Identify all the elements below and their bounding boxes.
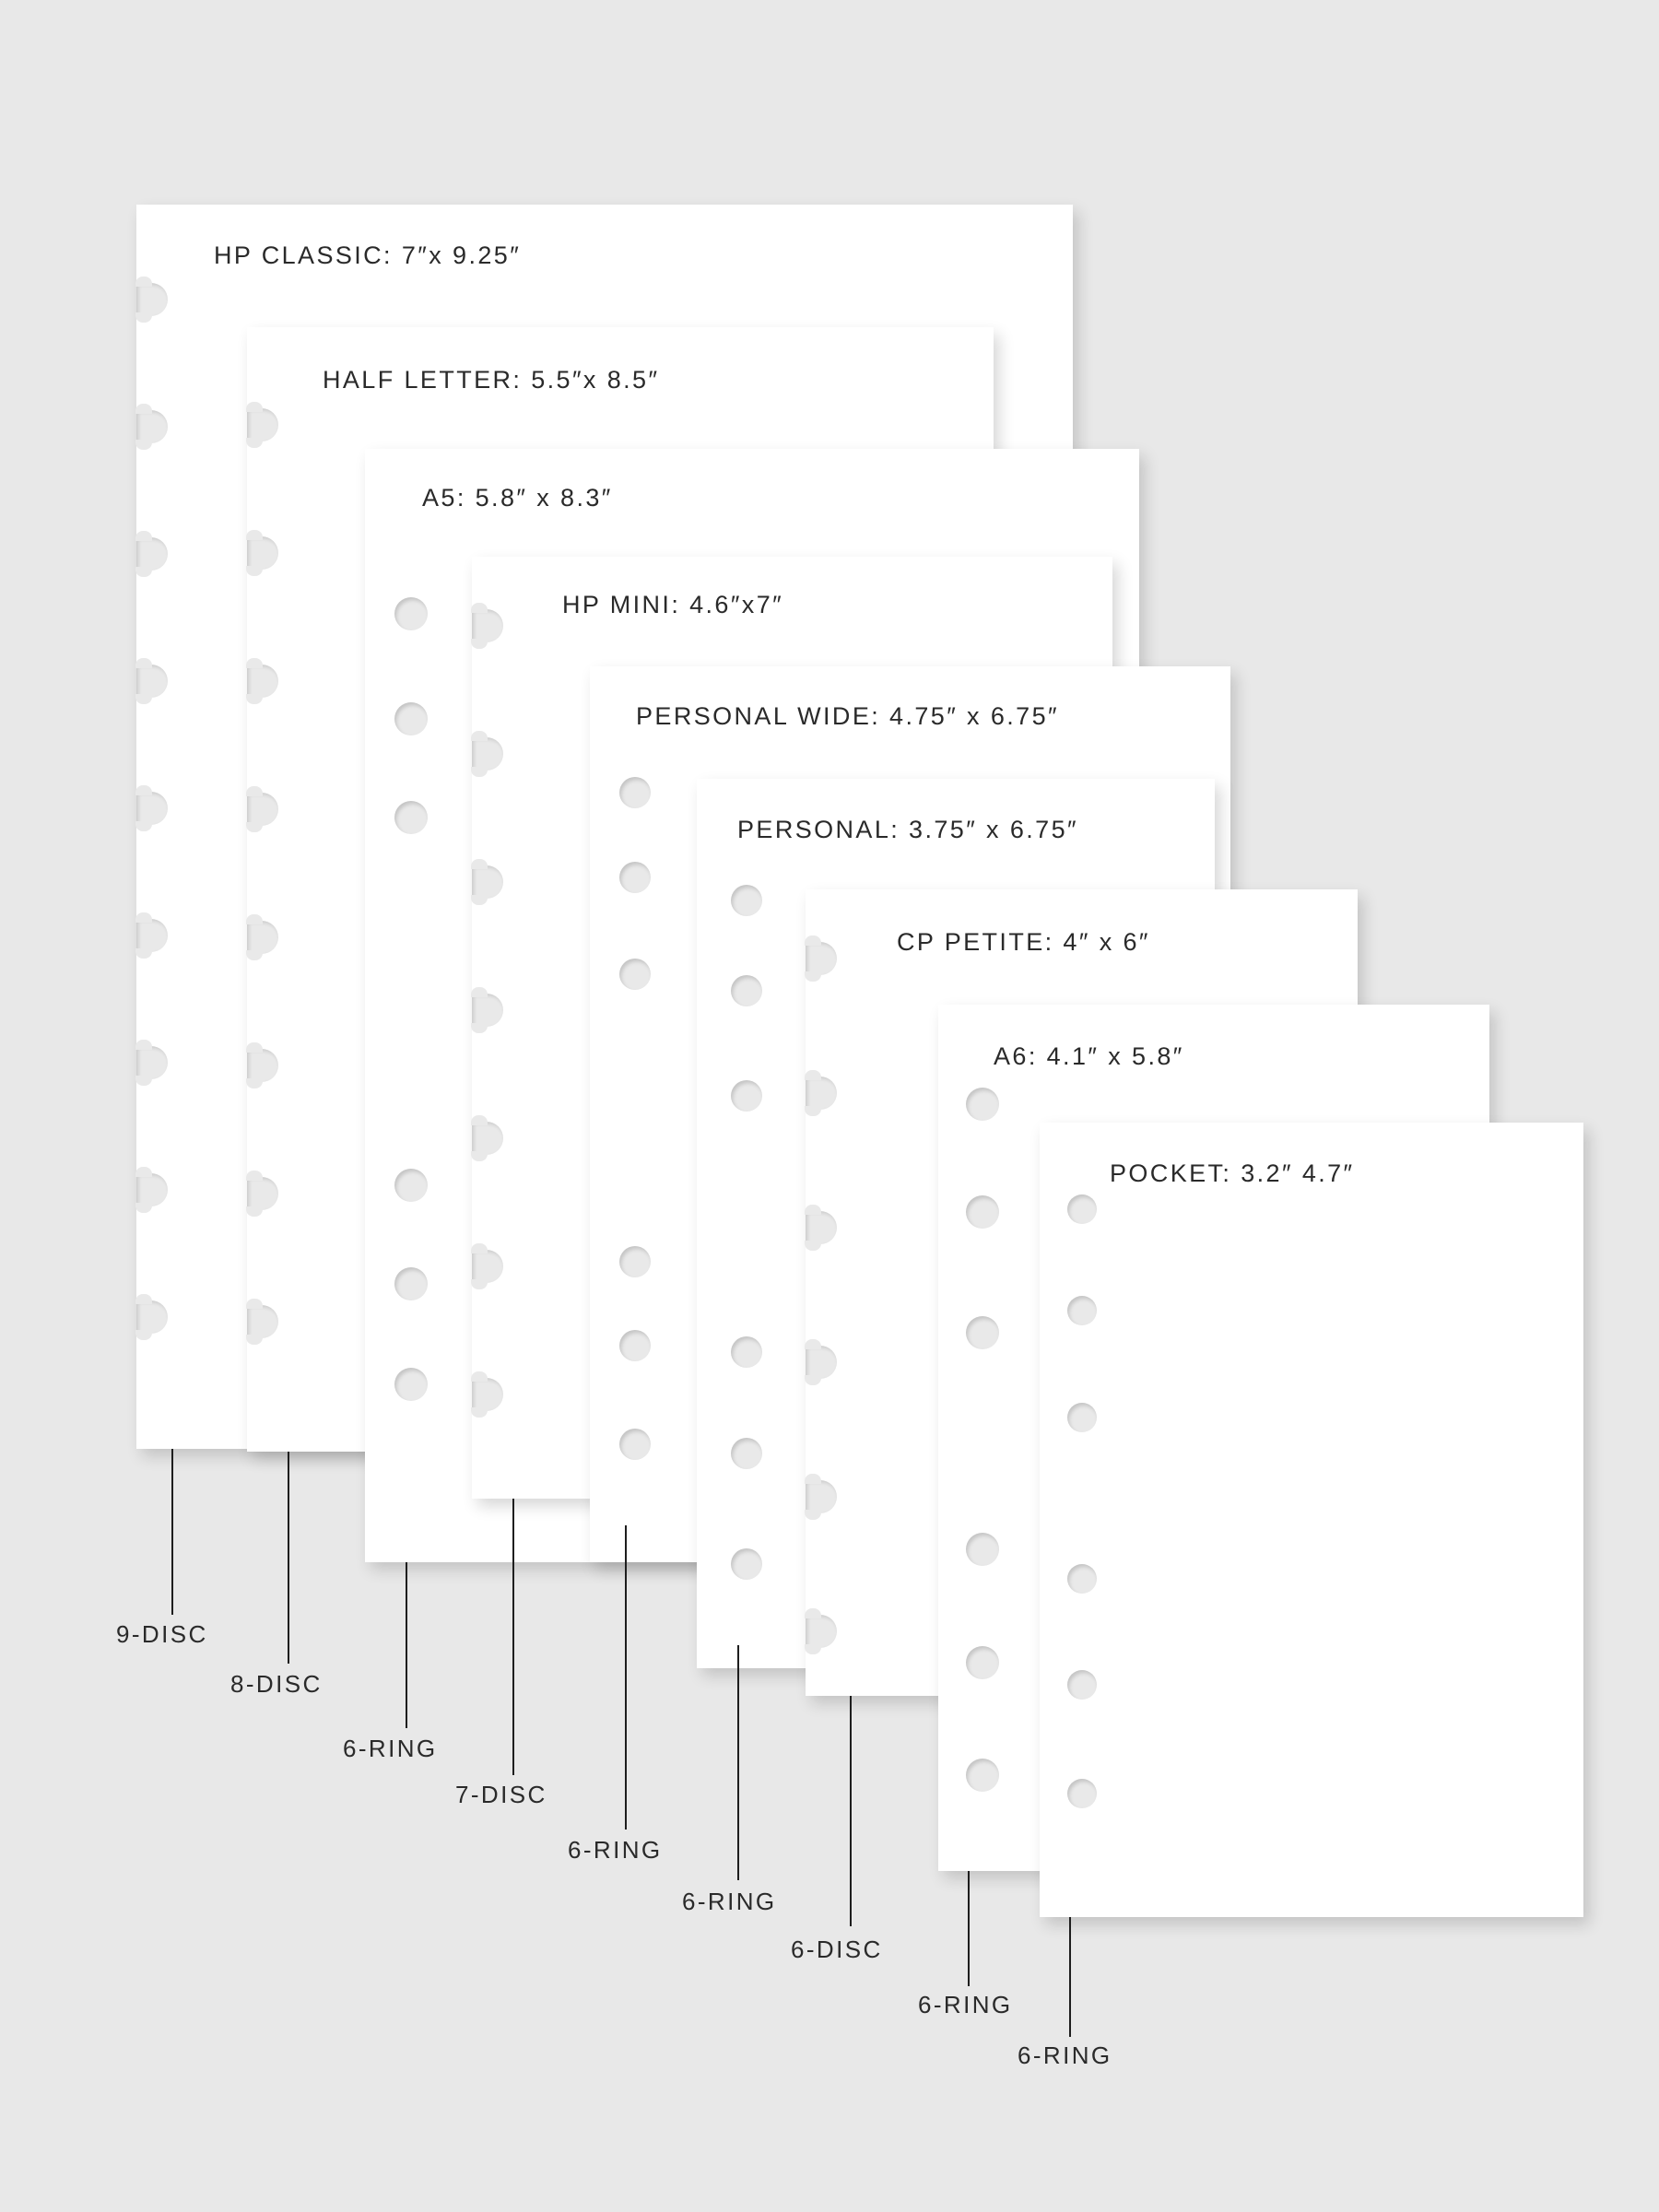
ring-hole bbox=[1067, 1670, 1097, 1700]
callout-6-disc: 6-DISC bbox=[791, 1936, 883, 1963]
sheet-label-pocket: POCKET: 3.2″ 4.7″ bbox=[1110, 1159, 1355, 1187]
ring-hole bbox=[394, 597, 428, 630]
sheet-pocket bbox=[1040, 1123, 1583, 1917]
callout-6-ring-personal-wide: 6-RING bbox=[568, 1836, 663, 1864]
leader-line-6-ring-a5 bbox=[406, 1562, 407, 1728]
sheet-label-half-letter: HALF LETTER: 5.5″x 8.5″ bbox=[323, 366, 660, 394]
ring-hole bbox=[731, 1080, 762, 1112]
sheet-label-personal-wide: PERSONAL WIDE: 4.75″ x 6.75″ bbox=[636, 702, 1059, 730]
callout-6-ring-a6: 6-RING bbox=[918, 1991, 1013, 2018]
ring-hole bbox=[966, 1759, 999, 1792]
ring-hole bbox=[1067, 1564, 1097, 1594]
ring-hole bbox=[1067, 1296, 1097, 1325]
leader-line-8-disc bbox=[288, 1452, 289, 1664]
ring-hole bbox=[619, 1246, 651, 1277]
leader-line-7-disc bbox=[512, 1499, 514, 1775]
ring-hole bbox=[1067, 1194, 1097, 1224]
callout-6-ring-pocket: 6-RING bbox=[1018, 2041, 1112, 2069]
ring-hole bbox=[966, 1533, 999, 1566]
ring-hole bbox=[966, 1646, 999, 1679]
ring-hole bbox=[394, 1267, 428, 1300]
sheet-label-a6: A6: 4.1″ x 5.8″ bbox=[994, 1042, 1184, 1070]
ring-hole bbox=[619, 777, 651, 808]
leader-line-6-ring-a6 bbox=[968, 1871, 970, 1986]
ring-hole bbox=[966, 1195, 999, 1229]
sheet-label-personal: PERSONAL: 3.75″ x 6.75″ bbox=[737, 816, 1078, 843]
leader-line-6-ring-personal bbox=[737, 1645, 739, 1880]
ring-hole bbox=[619, 1429, 651, 1460]
ring-hole bbox=[731, 885, 762, 916]
leader-line-6-disc bbox=[850, 1696, 852, 1926]
callout-7-disc: 7-DISC bbox=[455, 1781, 547, 1808]
ring-hole bbox=[731, 975, 762, 1006]
ring-hole bbox=[619, 862, 651, 893]
sheet-label-hp-mini: HP MINI: 4.6″x7″ bbox=[562, 591, 784, 618]
leader-line-6-ring-personal-wide bbox=[625, 1525, 627, 1830]
ring-hole bbox=[731, 1438, 762, 1469]
leader-line-6-ring-pocket bbox=[1069, 1917, 1071, 2037]
ring-hole bbox=[394, 702, 428, 735]
ring-hole bbox=[394, 1169, 428, 1202]
ring-hole bbox=[966, 1316, 999, 1349]
callout-6-ring-personal: 6-RING bbox=[682, 1888, 777, 1915]
sheet-label-hp-classic: HP CLASSIC: 7″x 9.25″ bbox=[214, 241, 522, 269]
ring-hole bbox=[731, 1548, 762, 1580]
callout-6-ring-a5: 6-RING bbox=[343, 1735, 438, 1762]
callout-9-disc: 9-DISC bbox=[116, 1620, 208, 1648]
ring-hole bbox=[966, 1088, 999, 1121]
ring-hole bbox=[619, 1330, 651, 1361]
sheet-label-a5: A5: 5.8″ x 8.3″ bbox=[422, 484, 613, 512]
ring-hole bbox=[1067, 1779, 1097, 1808]
ring-hole bbox=[394, 801, 428, 834]
ring-hole bbox=[1067, 1403, 1097, 1432]
ring-hole bbox=[394, 1368, 428, 1401]
ring-hole bbox=[619, 959, 651, 990]
sheet-label-cp-petite: CP PETITE: 4″ x 6″ bbox=[897, 928, 1150, 956]
leader-line-9-disc bbox=[171, 1449, 173, 1615]
ring-hole bbox=[731, 1336, 762, 1368]
callout-8-disc: 8-DISC bbox=[230, 1670, 323, 1698]
